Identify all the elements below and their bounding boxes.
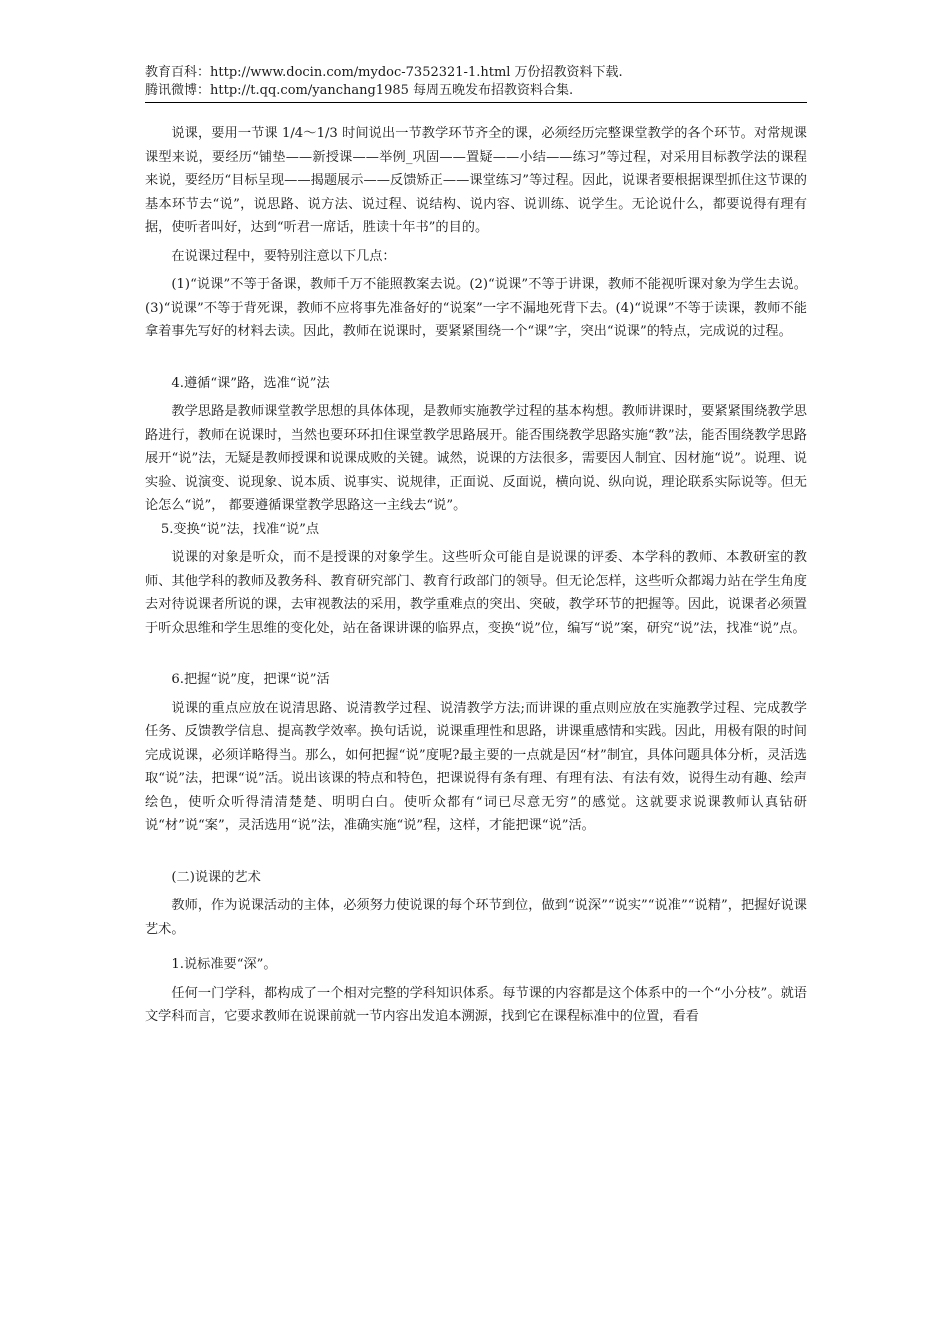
paragraph-shuoke-definition: 说课，要用一节课 1/4～1/3 时间说出一节教学环节齐全的课，必须经历完整课堂教学的各个环节。对常规课课型来说，要经历“铺垫——新授课——举例_巩固——置疑——小结——练习”等过程，对采用目标教学法的课程来说，要经历“目标呈现——揭题展示——反馈矫正——课堂练习”等过程。因此，说课者要根据课型抓住这节课的基本环节去“说”，说思路、说方法、说过程、说结构、说内容、说训练、说学生。无论说什么，都要说得有理有据，使听者叫好，达到“听君一席话，胜读十年书”的目的。 bbox=[145, 126, 807, 235]
section-heading-5: 5.变换“说”法，找准“说”点 bbox=[160, 521, 320, 537]
paragraph-section-5: 说课的对象是听众，而不是授课的对象学生。这些听众可能自是说课的评委、本学科的教师、本教研室的教师、其他学科的教师及教务科、教育研究部门、教育行政部门的领导。但无论怎样，这些听众都竭力站在学生角度去对待说课者所说的课，去审视教法的采用，教学重难点的突出、突破，教学环节的把握等。因此，说课者必须置于听众思维和学生思维的变化处，站在备课讲课的临界点，变换“说”位，编写“说”案，研究“说”法，找准“说”点。 bbox=[145, 550, 807, 636]
paragraph-notes-list: (1)“说课”不等于备课，教师千万不能照教案去说。(2)“说课”不等于讲课，教师不能视听课对象为学生去说。(3)“说课”不等于背死课，教师不应将事先准备好的“说案”一字不漏地死背下去。(4)“说课”不等于读课，教师不能拿着事先写好的材料去读。因此，教师在说课时，要紧紧围绕一个“课”字，突出“说课”的特点，完成说的过程。 bbox=[145, 277, 807, 339]
section-heading-1: 1.说标准要“深”。 bbox=[171, 957, 277, 972]
paragraph-art-intro: 教师，作为说课活动的主体，必须努力使说课的每个环节到位，做到“说深”“说实”“说准”“说精”，把握好说课艺术。 bbox=[145, 898, 807, 937]
header-docin-line: 教育百科：http://www.docin.com/mydoc-7352321-1.html 万份招教资料下载. bbox=[145, 65, 623, 80]
document-header bbox=[145, 64, 807, 100]
header-weibo-line: 腾讯微博：http://t.qq.com/yanchang1985 每周五晚发布招教资料合集. bbox=[145, 83, 574, 98]
paragraph-section-6: 说课的重点应放在说清思路、说清教学过程、说清教学方法;而讲课的重点则应放在实施教学过程、完成教学任务、反馈教学信息、提高教学效率。换句话说，说课重理性和思路，讲课重感情和实践。因此，用极有限的时间完成说课，必须详略得当。那么，如何把握“说”度呢?最主要的一点就是因“材”制宜，具体问题具体分析，灵活选取“说”法，把课“说”活。说出该课的特点和特色，把课说得有条有理、有理有法、有法有效，说得生动有趣、绘声绘色，使听众听得清清楚楚、明明白白。使听众都有“词已尽意无穷”的感觉。这就要求说课教师认真钻研说“材”说“案”，灵活选用“说”法，准确实施“说”程，这样，才能把课“说”活。 bbox=[145, 700, 807, 833]
document-body bbox=[145, 122, 807, 1029]
paragraph-section-1: 任何一门学科，都构成了一个相对完整的学科知识体系。每节课的内容都是这个体系中的一个“小分枝”。就语文学科而言，它要求教师在说课前就一节内容出发追本溯源，找到它在课程标准中的位置，看看 bbox=[145, 985, 807, 1024]
section-heading-art: (二)说课的艺术 bbox=[171, 869, 261, 885]
paragraph-notes-intro: 在说课过程中，要特别注意以下几点： bbox=[171, 248, 396, 264]
section-heading-6: 6.把握“说”度，把课“说”活 bbox=[171, 672, 330, 687]
paragraph-section-4: 教学思路是教师课堂教学思想的具体体现，是教师实施教学过程的基本构想。教师讲课时，要紧紧围绕教学思路进行，教师在说课时，当然也要环环扣住课堂教学思路展开。能否围绕教学思路实施“教”法，能否围绕教学思路展开“说”法，无疑是教师授课和说课成败的关键。诚然，说课的方法很多，需要因人制宜、因材施“说”。说理、说实验、说演变、说现象、说本质、说事实、说规律，正面说、反面说，横向说、纵向说，理论联系实际说等。但无论怎么“说”， 都要遵循课堂教学思路这一主线去“说”。 bbox=[145, 404, 807, 513]
header-divider bbox=[145, 102, 807, 103]
section-heading-4: 4.遵循“课”路，选准“说”法 bbox=[171, 375, 330, 391]
